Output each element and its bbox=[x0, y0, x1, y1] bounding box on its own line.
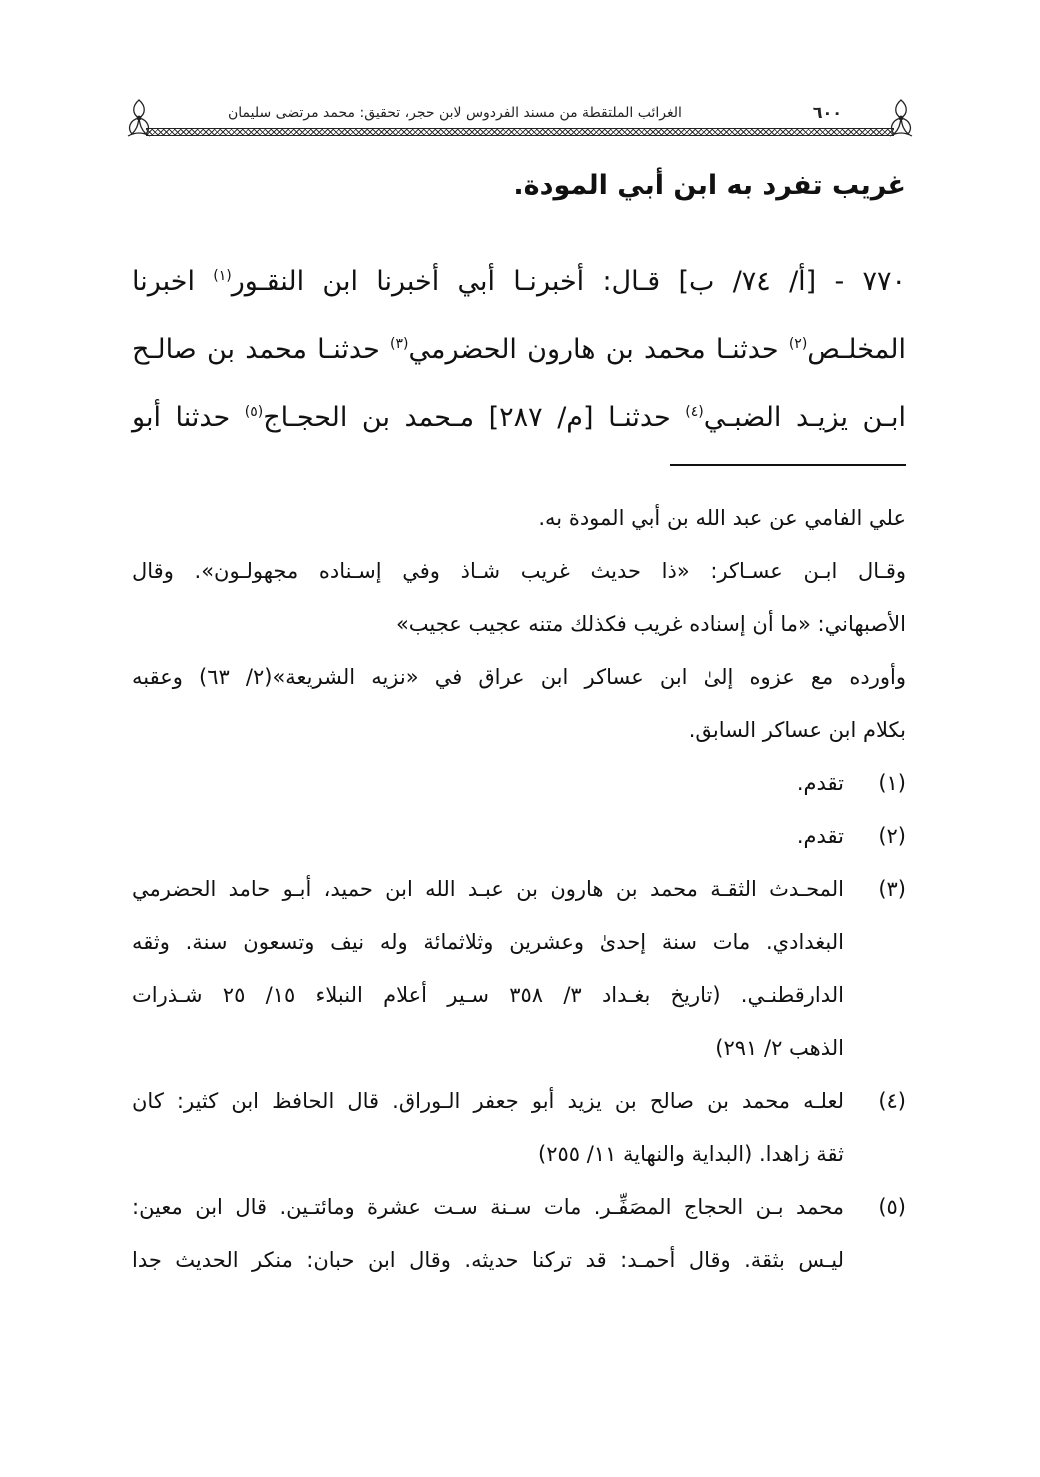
hadith-770 bbox=[132, 248, 906, 452]
footnote-item bbox=[132, 1181, 906, 1287]
hadith-text: حدثنـا محمد بن هارون الحضرمي bbox=[408, 334, 779, 365]
footnote-line: الأصبهاني: «ما أن إسناده غريب فكذلك متنه عجيب عجيب» bbox=[395, 612, 906, 636]
hadith-line bbox=[132, 384, 906, 452]
hadith-line bbox=[132, 316, 906, 384]
footnote-line: محمد بـن الحجاج المصَفِّـر. مات سـنة سـت عشرة ومائتـين. قال ابن معين: bbox=[132, 1195, 844, 1219]
footnote-line: الدارقطنـي. (تاريخ بغـداد ٣/ ٣٥٨ سـير أعلام النبلاء ١٥/ ٢٥ شـذرات bbox=[132, 983, 844, 1007]
hadith-text: المخلـص bbox=[807, 334, 906, 365]
footnote-line: وقـال ابـن عسـاكر: «ذا حديث غريب شـاذ وفي إسـناده مجهولـون». وقال bbox=[132, 559, 906, 583]
footnote-continuation bbox=[132, 492, 906, 757]
hadith-text: حدثنـا [م/ ٢٨٧] مـحمد بن الحجـاج bbox=[263, 402, 671, 433]
footnote-item bbox=[132, 757, 906, 810]
floral-ornament-icon bbox=[122, 96, 156, 140]
footnote-number: (٣) bbox=[878, 877, 906, 901]
footnote-line: ثقة زاهدا. (البداية والنهاية ١١/ ٢٥٥) bbox=[537, 1142, 844, 1166]
hadith-text: حدثنـا محمد بن صالـح bbox=[132, 334, 380, 365]
footnote-item bbox=[132, 1075, 906, 1181]
header-text bbox=[168, 104, 872, 122]
footnote-ref[interactable]: (٣) bbox=[390, 336, 409, 352]
running-header bbox=[130, 96, 910, 148]
footnote-line: البغدادي. مات سنة إحدىٰ وعشرين وثلاثمائة وله نيف وتسعون سنة. وثقه bbox=[132, 930, 844, 954]
footnote-line: لعلـه محمد بن صالح بن يزيد أبو جعفر الـوراق. قال الحافظ ابن كثير: كان bbox=[132, 1089, 844, 1113]
hadith-text: اخبرنا bbox=[132, 266, 195, 297]
footnote-line: تقدم. bbox=[796, 771, 844, 795]
footnote-line: المحـدث الثقـة محمد بن هارون بن عبـد الله ابن حميد، أبـو حامد الحضرمي bbox=[132, 877, 844, 901]
footnote-line: علي الفامي عن عبد الله بن أبي المودة به. bbox=[538, 506, 906, 530]
page-number: ٦٠٠ bbox=[812, 103, 842, 122]
footnote-line: بكلام ابن عساكر السابق. bbox=[688, 718, 906, 742]
footnote-ref[interactable]: (٥) bbox=[244, 404, 264, 420]
footnote-line: الذهب ٢/ ٢٩١) bbox=[715, 1036, 844, 1060]
previous-hadith-closing: غريب تفرد به ابن أبي المودة. bbox=[513, 170, 906, 201]
hadith-line bbox=[132, 248, 906, 316]
hadith-text: ٧٧٠ - [أ/ ٧٤/ ب] قـال: أخبرنـا أبي أخبرنا ابن النقـور bbox=[231, 266, 906, 297]
footnote-number: (٢) bbox=[878, 824, 906, 848]
footnote-number: (١) bbox=[878, 771, 906, 795]
footnote-item bbox=[132, 863, 906, 1075]
hadith-text: ابـن يزيـد الضبـي bbox=[703, 402, 906, 433]
running-title: الغرائب الملتقطة من مسند الفردوس لابن حجر، تحقيق: محمد مرتضى سليمان bbox=[228, 105, 682, 121]
footnote-number: (٤) bbox=[878, 1089, 906, 1113]
hadith-text: حدثنا أبو bbox=[132, 402, 231, 433]
header-rule bbox=[146, 128, 894, 136]
footnote-ref[interactable]: (٢) bbox=[788, 336, 808, 352]
footnote-ref[interactable]: (١) bbox=[213, 268, 232, 284]
footnote-item bbox=[132, 810, 906, 863]
footnote-ref[interactable]: (٤) bbox=[685, 404, 704, 420]
footnote-separator bbox=[670, 464, 906, 466]
footnote-line: ليـس بثقة. وقال أحمـد: قد تركنا حديثه. وقال ابن حبان: منكر الحديث جدا bbox=[132, 1248, 844, 1272]
footnote-number: (٥) bbox=[878, 1195, 906, 1219]
footnote-line: وأورده مع عزوه إلىٰ ابن عساكر ابن عراق في «نزيه الشريعة»(٢/ ٦٣) وعقبه bbox=[132, 665, 906, 689]
footnotes bbox=[132, 492, 906, 1287]
footnote-line: تقدم. bbox=[796, 824, 844, 848]
